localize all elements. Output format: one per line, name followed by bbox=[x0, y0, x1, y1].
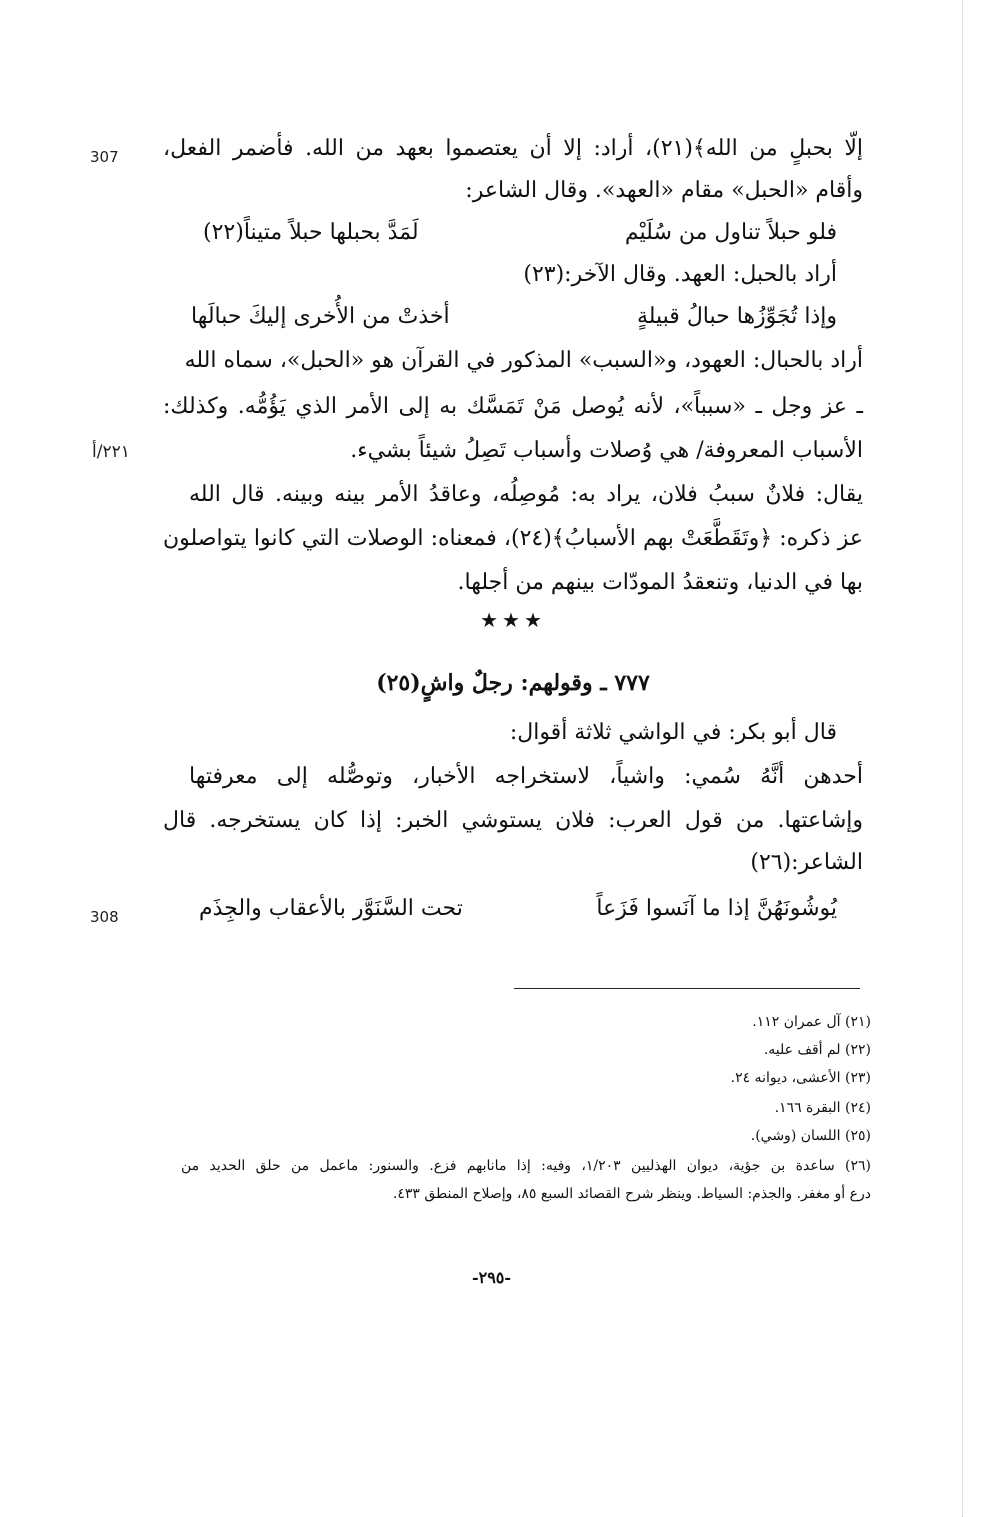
margin-page-ref-307: 307 bbox=[90, 148, 119, 166]
body-line: إلّا بحبلٍ من الله﴾(٢١)، أراد: إلا أن يعتصموا بعهد من الله. فأضمر الفعل، bbox=[163, 136, 863, 161]
body-text bbox=[163, 0, 863, 940]
verse-3-second-hemistich: تحت السَّنَوَّر بالأعقاب والجِذَم bbox=[199, 896, 463, 921]
footnote: (٢٤) البقرة ١٦٦. bbox=[774, 1100, 871, 1116]
body-line: الأسباب المعروفة/ هي وُصلات وأسباب تَصِلُ شيئاً بشيء. bbox=[350, 438, 863, 463]
verse-2-first-hemistich: وإذا تُجَوِّزُها حبالُ قبيلةٍ bbox=[636, 304, 837, 329]
section-heading: ٧٧٧ ـ وقولهم: رجلٌ واشٍ(٢٥) bbox=[376, 670, 650, 696]
body-line: أراد بالحبل: العهد. وقال الآخر:(٢٣) bbox=[523, 262, 837, 287]
body-line: الشاعر:(٢٦) bbox=[750, 850, 863, 875]
footnote-rule bbox=[514, 988, 860, 989]
footnote: (٢٦) ساعدة بن جؤية، ديوان الهذليين ١/٢٠٣، وفيه: إذا مانابهم فزع. والسنور: ماعمل من حلق الحديد من bbox=[181, 1158, 872, 1174]
body-line: بها في الدنيا، وتنعقدُ المودّات بينهم من أجلها. bbox=[457, 570, 863, 595]
body-line: وأقام «الحبل» مقام «العهد». وقال الشاعر: bbox=[465, 178, 863, 203]
verse-1-first-hemistich: فلو حبلاً تناول من سُلَيْم bbox=[624, 220, 837, 245]
body-line: قال أبو بكر: في الواشي ثلاثة أقوال: bbox=[509, 720, 837, 745]
body-line: أحدهن أنَّهُ سُمي: واشياً، لاستخراجه الأخبار، وتوصُّله إلى معرفتها bbox=[189, 764, 863, 789]
footnote: (٢٥) اللسان (وشي). bbox=[750, 1128, 871, 1144]
margin-folio-ref: ٢٢١/أ bbox=[92, 442, 130, 462]
section-divider-stars: ★★★ bbox=[480, 608, 546, 632]
footnote: (٢١) آل عمران ١١٢. bbox=[752, 1014, 871, 1030]
page-number: -٢٩٥- bbox=[471, 1268, 512, 1287]
verse-3-first-hemistich: يُوشُونَهُنَّ إذا ما آنَسوا فَزَعاً bbox=[596, 896, 837, 921]
body-line: يقال: فلانٌ سببُ فلان، يراد به: مُوصِلُه، وعاقدُ الأمر بينه وبينه. قال الله bbox=[189, 482, 863, 507]
verse-1-second-hemistich: لَمَدَّ بحبلها حبلاً متيناً(٢٢) bbox=[203, 220, 419, 245]
body-line: وإشاعتها. من قول العرب: فلان يستوشي الخبر: إذا كان يستخرجه. قال bbox=[163, 808, 863, 833]
body-line: أراد بالحبال: العهود، و«السبب» المذكور في القرآن هو «الحبل»، سماه الله bbox=[184, 348, 863, 373]
body-line: ـ عز وجل ـ «سبباً»، لأنه يُوصل مَنْ تَمَسَّك به إلى الأمر الذي يَؤُمُّه. وكذلك: bbox=[163, 394, 863, 419]
margin-page-ref-308: 308 bbox=[90, 908, 119, 926]
footnote-continuation: درع أو مغفر. والجذم: السياط. وينظر شرح القصائد السبع ٨٥، وإصلاح المنطق ٤٣٣. bbox=[392, 1186, 871, 1202]
verse-2-second-hemistich: أخذتْ من الأُخرى إليكَ حبالَها bbox=[191, 304, 450, 329]
scan-edge-line bbox=[962, 0, 963, 1517]
footnote: (٢٢) لم أقف عليه. bbox=[763, 1042, 871, 1058]
body-line: عز ذكره: ﴿وتَقَطَّعَتْ بهم الأسبابُ﴾(٢٤)، فمعناه: الوصلات التي كانوا يتواصلون bbox=[163, 526, 863, 551]
footnote: (٢٣) الأعشى، ديوانه ٢٤. bbox=[730, 1070, 871, 1086]
